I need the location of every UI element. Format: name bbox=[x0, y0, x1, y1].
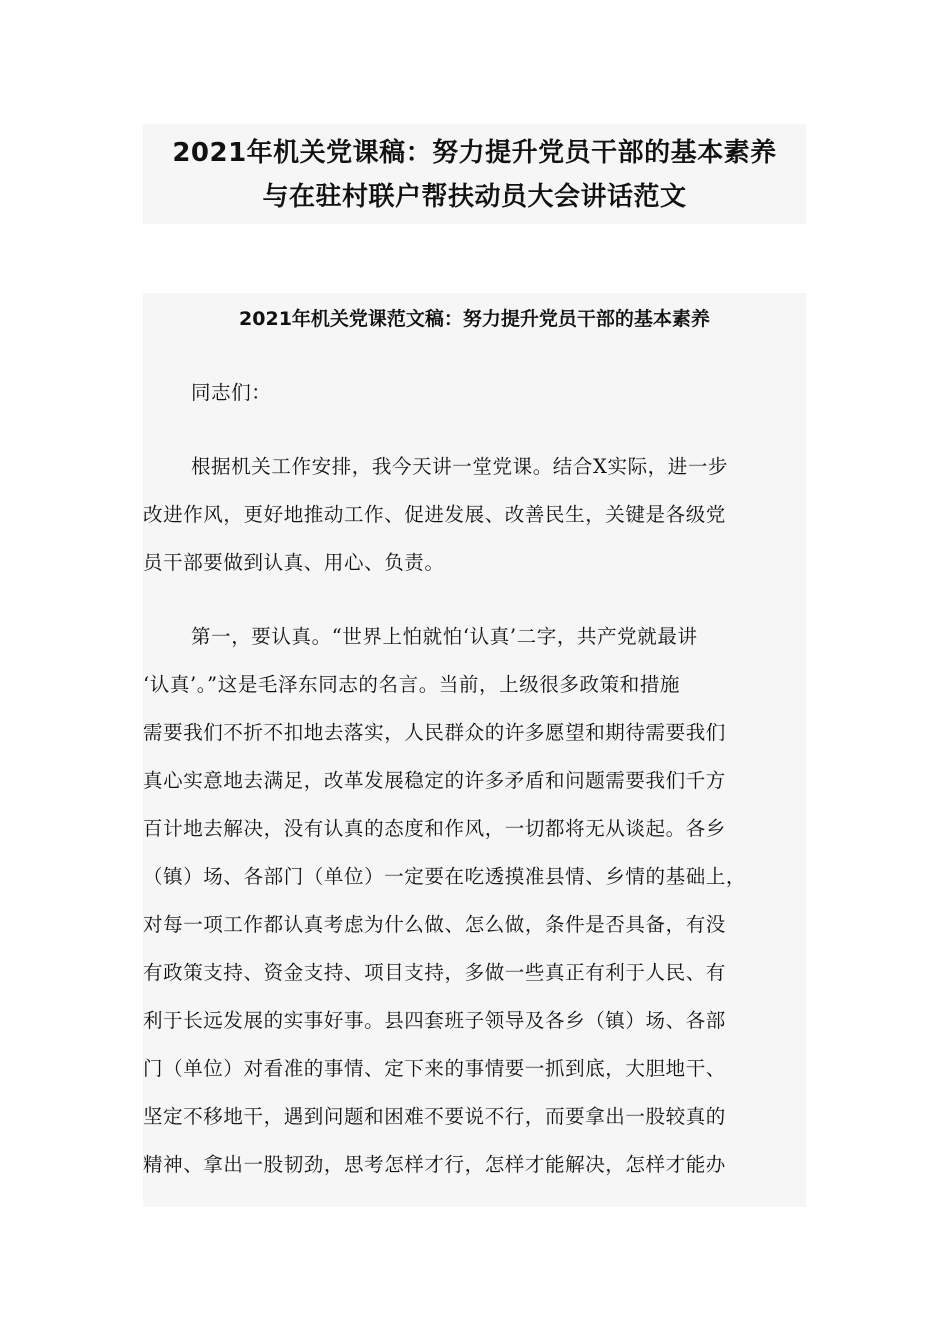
paragraph-line: 对每一项工作都认真考虑为什么做、怎么做，条件是否具备，有没 bbox=[143, 913, 726, 936]
document-title-line-1: 2021年机关党课稿：努力提升党员干部的基本素养 bbox=[172, 138, 777, 168]
paragraph-line: 员干部要做到认真、用心、负责。 bbox=[143, 551, 445, 574]
paragraph-line: 坚定不移地干，遇到问题和困难不要说不行，而要拿出一股较真的 bbox=[143, 1105, 726, 1128]
paragraph-line: 利于长远发展的实事好事。县四套班子领导及各乡（镇）场、各部 bbox=[143, 1009, 726, 1032]
document-title-block bbox=[143, 124, 806, 224]
document-body bbox=[143, 293, 806, 1207]
paragraph-line: （镇）场、各部门（单位）一定要在吃透摸准县情、乡情的基础上， bbox=[143, 865, 747, 888]
salutation: 同志们： bbox=[191, 381, 272, 404]
paragraph-line: 改进作风，更好地推动工作、促进发展、改善民生，关键是各级党 bbox=[143, 503, 726, 526]
paragraph-line: 第一，要认真。“世界上怕就怕‘认真’二字，共产党就最讲 bbox=[191, 625, 698, 648]
paragraph-line: 有政策支持、资金支持、项目支持，多做一些真正有利于人民、有 bbox=[143, 961, 726, 984]
section-subtitle: 2021年机关党课范文稿：努力提升党员干部的基本素养 bbox=[239, 308, 710, 330]
paragraph-line: 门（单位）对看准的事情、定下来的事情要一抓到底，大胆地干、 bbox=[143, 1057, 726, 1080]
paragraph-line: 真心实意地去满足，改革发展稳定的许多矛盾和问题需要我们千方 bbox=[143, 769, 726, 792]
paragraph-line: 需要我们不折不扣地去落实，人民群众的许多愿望和期待需要我们 bbox=[143, 721, 726, 744]
document-title-line-2: 与在驻村联户帮扶动员大会讲话范文 bbox=[262, 182, 687, 212]
paragraph-line: ‘认真’。”这是毛泽东同志的名言。当前，上级很多政策和措施 bbox=[143, 673, 681, 696]
paragraph-line: 根据机关工作安排，我今天讲一堂党课。结合X实际，进一步 bbox=[191, 455, 729, 478]
paragraph-line: 精神、拿出一股韧劲，思考怎样才行，怎样才能解决，怎样才能办 bbox=[143, 1153, 726, 1176]
paragraph-line: 百计地去解决，没有认真的态度和作风，一切都将无从谈起。各乡 bbox=[143, 817, 726, 840]
